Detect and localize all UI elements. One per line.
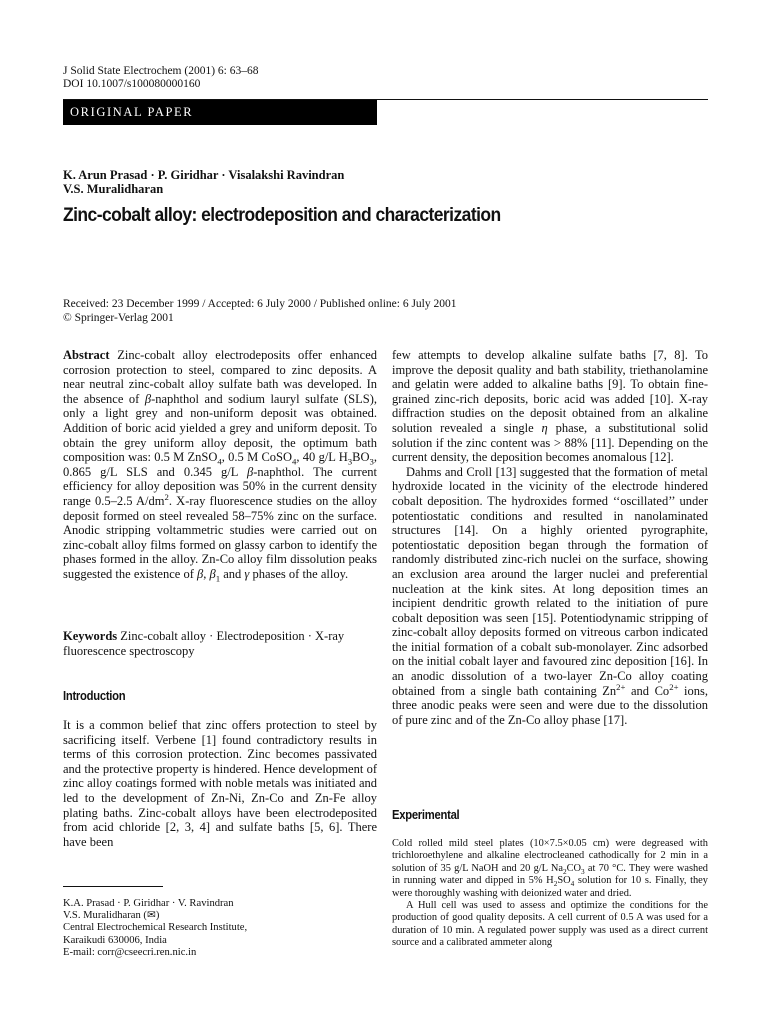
author-line-2: V.S. Muralidharan [63, 182, 164, 196]
introduction-continued [392, 348, 708, 727]
introduction-paragraph: It is a common belief that zinc offers protection to steel by sacrificing itself. Verbene [1] found contradictory results in terms of this corrosion protection. Zinc becomes passivated and the protective property is hindered. Hence development of zinc alloy coatings formed with noble metals was initiated and led to the development of Zn-Ni, Zn-Co and Zn-Fe alloy plating baths. Zinc-cobalt alloys have been electrodeposited from acid chloride [2, 3, 4] and sulfate baths [5, 6]. There have been [63, 718, 377, 849]
publication-dates [63, 297, 457, 325]
experimental-text [392, 838, 708, 950]
journal-reference [63, 65, 258, 91]
keywords-block [63, 629, 377, 658]
paper-title: Zinc-cobalt alloy: electrodeposition and characterization [63, 205, 501, 226]
section-heading-experimental: Experimental [392, 808, 460, 822]
journal-citation: J Solid State Electrochem (2001) 6: 63–68 [63, 65, 259, 77]
doi: DOI 10.1007/s100080000160 [63, 78, 201, 90]
date-line: Received: 23 December 1999 / Accepted: 6 July 2000 / Published online: 6 July 2001 [63, 298, 457, 310]
abstract-block [63, 348, 377, 582]
introduction-text [63, 718, 377, 849]
author-line-1: K. Arun Prasad · P. Giridhar · Visalakshi Ravindran [63, 168, 345, 182]
experimental-paragraph-1: Cold rolled mild steel plates (10×7.5×0.05 cm) were degreased with trichloroethylene and alkaline electrocleaned cathodically for 2 min in a solution of 35 g/L NaOH and 20 g/L $Na_2CO_3$ at 70 °C. They were washed in running water and dipped in 5% $H_2SO_4$ solution for 10 s. Finally, they were thoroughly washing with deionized water and dried. [392, 838, 709, 899]
article-type-banner: ORIGINAL PAPER [63, 100, 377, 125]
author-affiliation-footnote [63, 898, 247, 959]
author-list [63, 168, 344, 196]
introduction-paragraph-continued: few attempts to develop alkaline sulfate baths [7, 8]. To improve the deposit quality and bath stability, triethanolamine and gelatin were added to alkaline baths [9]. To obtain fine-grained zinc-rich deposits, boric acid was added [10]. X-ray diffraction studies on the deposit obtained from an alkaline solution revealed a single η phase, a substitutional solid solution if the zinc content was > 88% [11]. Depending on the current density, the deposition becomes anomalous [12]. [392, 348, 708, 465]
keywords-label: Keywords [63, 629, 118, 643]
footnote-city: Karaikudi 630006, India [63, 934, 167, 946]
abstract-paragraph: Abstract Zinc-cobalt alloy electrodeposits offer enhanced corrosion protection to steel, compared to zinc deposits. A near neutral zinc-cobalt alloy sulfate bath was developed. In the absence of β-naphthol and sodium lauryl sulfate (SLS), only a light grey and non-uniform deposit was obtained. Addition of boric acid yielded a grey and uniform deposit. To obtain the grey uniform alloy deposit, the optimum bath composition was: 0.5 M ZnSO$_4$, 0.5 M CoSO$_4$, 40 g/L $H_3BO_3$, 0.865 g/L SLS and 0.345 g/L β-naphthol. The current efficiency for alloy deposition was 50% in the current density range 0.5–2.5 $A/dm^2$. X-ray fluorescence studies on the alloy deposit formed on steel revealed 58–75% zinc on the surface. Anodic stripping voltammetric studies were carried out on zinc-cobalt alloy films formed on glassy carbon to identify the phases formed in the alloy. Zn-Co alloy film dissolution peaks suggested the existence of β, $\beta_1$ and γ phases of the alloy. [63, 348, 378, 584]
footnote-corresponding-author: V.S. Muralidharan (✉) [63, 910, 160, 922]
experimental-paragraph-2: A Hull cell was used to assess and optimize the conditions for the production of good quality deposits. A cell current of 0.5 A was used for a duration of 10 min. A regulated power supply was used as a direct current source and a calibrated ammeter along [392, 900, 708, 949]
introduction-paragraph-2: Dahms and Croll [13] suggested that the formation of metal hydroxide located in the vicinity of the electrode hindered cobalt deposition. The hydroxides formed ‘‘oscillated’’ under potentiostatic conditions and resulted in nanolaminated structures [14]. On a highly oriented pyrographite, potentiostatic deposition began through the formation of randomly distributed zinc-rich nuclei on the surface, showing an exclusion area around the larger nuclei and preferential nucleation at the kink sites. At long deposition times an incipient dendritic growth related to the initiation of pure cobalt deposition was seen [15]. Potentiodynamic stripping of zinc-cobalt alloy deposits formed on vitreous carbon indicated the initial formation of a cobalt sub-monolayer. Zinc adsorbed on the initial cobalt layer and favoured zinc deposition [16]. In an anodic dissolution of a two-layer Zn-Co alloy coating obtained from a single bath containing $Zn^{2+}$ and $Co^{2+}$ ions, three anodic peaks were seen and were due to the dissolution of pure zinc and of the Zn-Co alloy phase [17]. [392, 464, 709, 727]
section-heading-introduction: Introduction [63, 689, 126, 703]
keywords-text: Zinc-cobalt alloy · Electrodeposition · X-ray fluorescence spectroscopy [63, 629, 345, 658]
footnote-rule [63, 886, 163, 887]
footnote-email: E-mail: corr@cseecri.ren.nic.in [63, 946, 197, 958]
footnote-institute: Central Electrochemical Research Institute, [63, 922, 248, 934]
copyright-line: © Springer-Verlag 2001 [63, 312, 174, 324]
abstract-label: Abstract [63, 348, 110, 362]
footnote-authors: K.A. Prasad · P. Giridhar · V. Ravindran [63, 898, 234, 909]
